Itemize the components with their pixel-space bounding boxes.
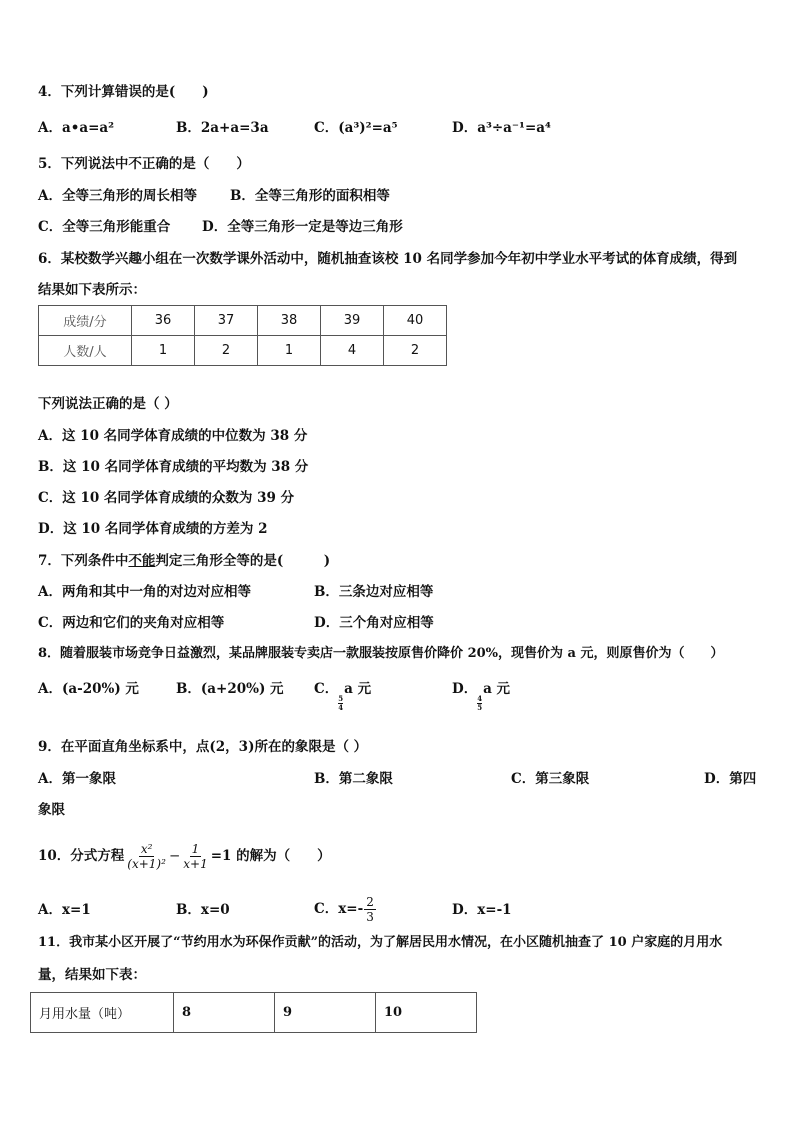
q8-option-c [314,680,372,712]
q6-option-a: A．这 10 名同学体育成绩的中位数为 38 分 [38,428,308,444]
q6-question: 下列说法正确的是（ ） [38,396,178,412]
q10-option-c [314,891,377,927]
table-cell: 37 [195,306,258,336]
q4-option-d: D．a³÷a⁻¹=a⁴ [452,120,551,136]
table-row [39,306,447,336]
q11-stem-line2: 量，结果如下表： [38,967,146,983]
table-cell: 40 [384,306,447,336]
fraction-denominator: x+1 [183,857,208,871]
q9-option-d: D．第四 [704,771,757,787]
table-cell: 9 [275,993,376,1033]
table-row [31,993,477,1033]
q10-option-b: B．x=0 [176,902,230,918]
q9-option-b: B．第二象限 [314,771,393,787]
q4-option-a: A．a•a=a² [38,120,115,136]
table-cell: 38 [258,306,321,336]
q7-stem-post: 判定三角形全等的是( ) [155,553,331,569]
q7-stem-pre: 7．下列条件中 [38,553,129,569]
q7-option-a: A．两角和其中一角的对边对应相等 [38,584,251,600]
q9-option-a: A．第一象限 [38,771,116,787]
q5-option-d: D．全等三角形一定是等边三角形 [202,219,403,235]
q7-stem-underlined: 不能 [128,553,156,569]
q11-stem-line1: 11．我市某小区开展了“节约用水为环保作贡献”的活动，为了解居民用水情况，在小区随机抽查了 10 户家庭的月用水 [38,935,723,950]
q4-stem: 4．下列计算错误的是( ) [38,84,209,100]
q10-fraction-2 [181,842,209,871]
q9-option-c: C．第三象限 [511,771,590,787]
q6-option-c: C．这 10 名同学体育成绩的众数为 39 分 [38,490,295,506]
q5-stem: 5．下列说法中不正确的是（ ） [38,156,250,172]
q10-option-a: A．x=1 [38,902,91,918]
q8-stem: 8．随着服装市场竞争日益激烈，某品牌服装专卖店一款服装按原售价降价 20%，现售价为 a 元，则原售价为（ ） [38,646,724,661]
q8-option-d-label: D． [452,681,478,697]
q5-option-a: A．全等三角形的周长相等 [38,188,197,204]
fraction-numerator: 2 [366,895,374,909]
q10-option-c-label: C．x=- [314,901,364,917]
q9-option-d-continued: 象限 [38,802,65,818]
table-row [39,336,447,366]
q6-option-b: B．这 10 名同学体育成绩的平均数为 38 分 [38,459,309,475]
table-cell: 36 [132,306,195,336]
q10-option-d: D．x=-1 [452,902,512,918]
q8-option-c-text: a 元 [344,681,372,697]
table-header-cell: 成绩/分 [39,306,132,336]
table-cell: 2 [195,336,258,366]
q6-stem-line2: 结果如下表所示： [38,282,146,298]
fraction-numerator: 5 [338,694,344,703]
q8-option-d-text: a 元 [483,681,511,697]
table-cell: 39 [321,306,384,336]
q7-option-d: D．三个角对应相等 [314,615,434,631]
q7-option-b: B．三条边对应相等 [314,584,434,600]
fraction-numerator: x² [140,842,153,856]
q8-option-a: A．(a-20%) 元 [38,681,139,697]
table-header-cell: 人数/人 [39,336,132,366]
q5-option-c: C．全等三角形能重合 [38,219,171,235]
q6-option-d: D．这 10 名同学体育成绩的方差为 2 [38,521,268,537]
fraction-denominator: 4 [338,703,344,712]
q11-water-table [30,992,477,1033]
q10-fraction-1 [125,842,168,871]
table-cell: 2 [384,336,447,366]
q10-stem-pre: 10．分式方程 [38,848,125,864]
fraction-numerator: 4 [477,694,483,703]
q8-option-c-label: C． [314,681,339,697]
q8-option-d [452,680,511,712]
q8-option-c-fraction [338,695,343,712]
q5-option-b: B．全等三角形的面积相等 [230,188,390,204]
q4-option-b: B．2a+a=3a [176,120,269,136]
fraction-numerator: 1 [191,842,200,856]
table-header-cell: 月用水量（吨） [31,993,174,1033]
q7-stem [38,552,330,570]
q4-option-c: C．(a³)²=a⁵ [314,120,398,136]
q10-stem [38,836,331,876]
q7-option-c: C．两边和它们的夹角对应相等 [38,615,225,631]
q8-option-d-fraction [477,695,482,712]
q8-option-b: B．(a+20%) 元 [176,681,284,697]
q6-stem-line1: 6．某校数学兴趣小组在一次数学课外活动中，随机抽查该校 10 名同学参加今年初中学业水平考试的体育成绩，得到 [38,251,738,267]
fraction-denominator: 5 [477,703,483,712]
table-cell: 4 [321,336,384,366]
table-cell: 10 [376,993,477,1033]
fraction-denominator: (x+1)² [127,857,166,871]
q10-option-c-fraction [364,895,376,924]
table-cell: 8 [174,993,275,1033]
q9-stem: 9．在平面直角坐标系中，点(2，3)所在的象限是（ ） [38,739,368,755]
q6-score-table [38,305,447,366]
q10-stem-post: =1 的解为（ ） [210,848,331,864]
table-cell: 1 [258,336,321,366]
table-cell: 1 [132,336,195,366]
fraction-denominator: 3 [366,910,374,924]
minus-sign: − [168,848,181,864]
